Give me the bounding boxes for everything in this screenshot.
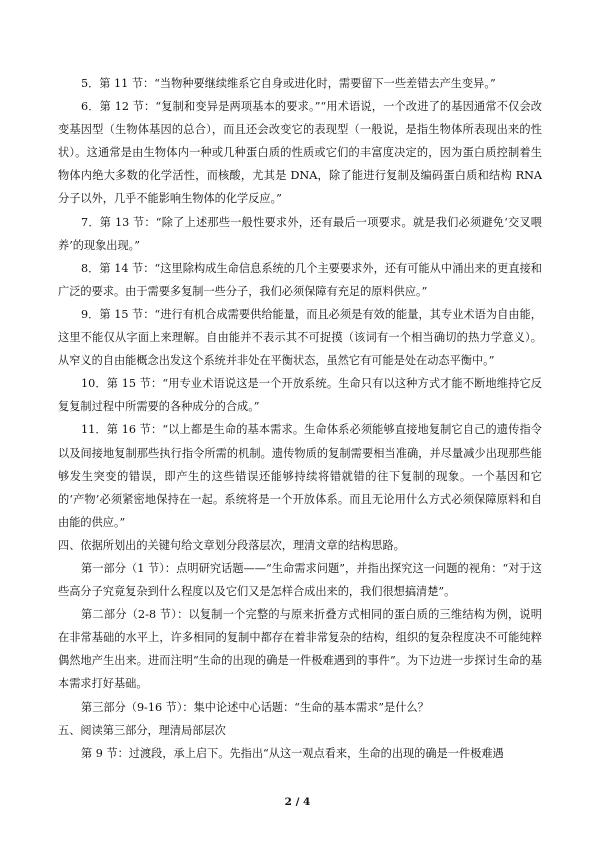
paragraph: 7．第 13 节：“除了上述那些一般性要求外，还有最后一项要求。就是我们必须避免‘交叉喂养’的现象出现。” bbox=[58, 215, 542, 252]
section-heading: 五、阅读第三部分，理清局部层次 bbox=[58, 723, 226, 737]
paragraph: 5．第 11 节：“当物种要继续维系它自身或进化时，需要留下一些差错去产生变异。” bbox=[81, 77, 496, 90]
page-number: 2 / 4 bbox=[284, 796, 311, 808]
paragraph: 11．第 16 节：“以上都是生命的基本需求。生命体系必须能够直接地复制它自己的遗传指令以及间接地复制那些执行指令所需的机制。遗传物质的复制需要相当准确，并尽量减少出现那些能够发生突变的错误，即产生的这些错误还能够持续将错就错的往下复制的现象。一个基因和它的‘产物’必须紧密地保持在一起。系统将是一个开放体系。而且无论用什么方式必须保障原料和自由能的供应。” bbox=[58, 423, 542, 529]
paragraph: 10．第 15 节：“用专业术语说这是一个开放系统。生命只有以这种方式才能不断地维持它反复复制过程中所需要的各种成分的合成。” bbox=[58, 377, 542, 414]
paragraph: 第三部分（9-16 节）：集中论述中心话题：“生命的基本需求”是什么？ bbox=[81, 700, 429, 714]
paragraph: 第 9 节：过渡段，承上启下。先指出“从这一观点看来，生命的出现的确是一件极难遇 bbox=[81, 746, 504, 760]
paragraph: 9．第 15 节：“进行有机合成需要供给能量，而且必须是有效的能量，其专业术语为自由能，这里不能仅从字面上来理解。自由能并不表示其不可捉摸（该词有一个相当确切的热力学意义）。从窄义的自由能概念出发这个系统并非处在平衡状态，虽然它有可能是处在动态平衡中。” bbox=[58, 307, 542, 368]
paragraph: 6．第 12 节：“复制和变异是两项基本的要求。”“用术语说，一个改进了的基因通常不仅会改变基因型（生物体基因的总合），而且还会改变它的表现型（一般说，是指生物体所表现出来的性状）。这通常是由生物体内一种或几种蛋白质的性质或它们的丰富度决定的，因为蛋白质控制着生物体内绝大多数的化学活性，而核酸，尤其是 DNA，除了能进行复制及编码蛋白质和结构 RNA 分子以外，几乎不能影响生物体的化学反应。” bbox=[58, 100, 542, 206]
document-body bbox=[58, 72, 542, 765]
paragraph: 第二部分（2-8 节）：以复制一个完整的与原来折叠方式相同的蛋白质的三维结构为例，说明在非常基础的水平上，许多相同的复制中都存在着非常复杂的结构，组织的复杂程度决不可能纯粹偶然地产生出来。进而注明“生命的出现的确是一件极难遇到的事件”。为下边进一步探讨生命的基本需求打好基础。 bbox=[58, 608, 542, 691]
paragraph: 第一部分（1 节）：点明研究话题——“生命需求问题”，并指出探究这一问题的视角：“对于这些高分子究竟复杂到什么程度以及它们又是怎样合成出来的，我们很想搞清楚”。 bbox=[58, 561, 542, 599]
section-heading: 四、依据所划出的关键句给文章划分段落层次，理清文章的结构思路。 bbox=[58, 538, 405, 552]
paragraph: 8．第 14 节：“这里除构成生命信息系统的几个主要要求外，还有可能从中涌出来的更直接和广泛的要求。由于需要多复制一些分子，我们必须保障有充足的原料供应。” bbox=[58, 261, 542, 298]
